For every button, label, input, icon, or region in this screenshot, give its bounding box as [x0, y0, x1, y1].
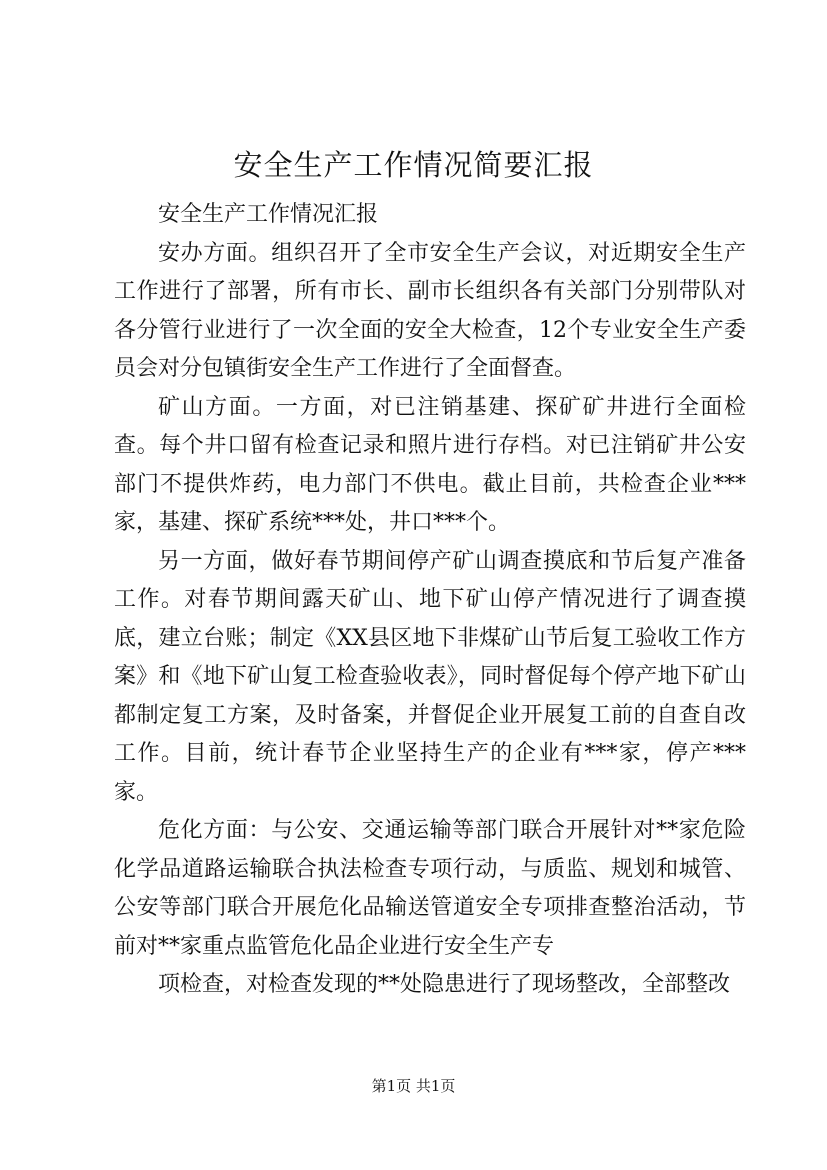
- paragraph-safety-office: 安办方面。组织召开了全市安全生产会议，对近期安全生产工作进行了部署，所有市长、副市长组织各有关部门分别带队对各分管行业进行了一次全面的安全大检查，12个专业安全生产委员会对分包镇街安全生产工作进行了全面督查。: [114, 240, 746, 381]
- paragraph-subtitle: 安全生产工作情况汇报: [158, 202, 379, 227]
- paragraph-hazardous-chemicals: 危化方面：与公安、交通运输等部门联合开展针对**家危险化学品道路运输联合执法检查专项行动，与质监、规划和城管、公安等部门联合开展危化品输送管道安全专项排查整治活动，节前对**家重点监管危化品企业进行安全生产专: [114, 818, 746, 959]
- document-body: [114, 196, 746, 1005]
- paragraph-inspection: 项检查，对检查发现的**处隐患进行了现场整改，全部整改: [158, 972, 731, 997]
- paragraph-mining-other: 另一方面，做好春节期间停产矿山调查摸底和节后复产准备工作。对春节期间露天矿山、地下矿山停产情况进行了调查摸底，建立台账；制定《XX县区地下非煤矿山节后复工验收工作方案》和《地下矿山复工检查验收表》，同时督促每个停产地下矿山都制定复工方案，及时备案，并督促企业开展复工前的自查自改工作。目前，统计春节企业坚持生产的企业有***家，停产***家。: [114, 548, 746, 805]
- page-number-footer: 第1页 共1页: [371, 1077, 456, 1095]
- document-title: 安全生产工作情况简要汇报: [233, 148, 594, 182]
- paragraph-mining: 矿山方面。一方面，对已注销基建、探矿矿井进行全面检查。每个井口留有检查记录和照片进行存档。对已注销矿井公安部门不提供炸药，电力部门不供电。截止目前，共检查企业***家，基建、探矿系统***处，井口***个。: [114, 394, 746, 535]
